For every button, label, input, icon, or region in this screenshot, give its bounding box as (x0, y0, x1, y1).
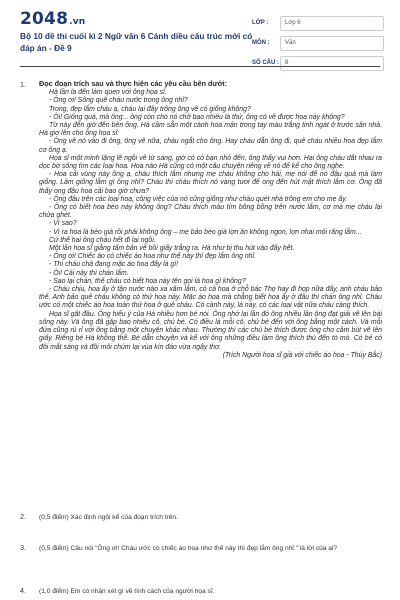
passage-paragraph: - Hoa cải vùng này ông ạ, cháu thích lắm nhưng mẹ cháu không cho hái, mẹ nói để nó đậu quả mà làm giống. Làm giống lắm gì ông nhỉ? Cháu thì cháu thích nó vàng tươi để ong đến hút mật thích lắm cơ. Ông đã thấy ong đậu hoa cải bao giờ chưa? (39, 171, 382, 195)
question-1-content (39, 80, 382, 360)
passage-paragraph: Họa sĩ một mình lặng lẽ ngồi vẽ từ sáng, giờ có có bạn nhỏ đến, ông thấy vui hơn. Hai ông cháu dắt nhau ra dọc bờ sông tìm các loại hoa. Hoa nào Hà cũng có một câu chuyện riêng về nó để kể cho ông nghe. (39, 154, 382, 171)
passage-paragraph: - Vì sao? (49, 220, 77, 228)
question-3 (20, 543, 382, 554)
question-2-text: (0,5 điểm) Xác định ngôi kể của đoạn trích trên. (39, 514, 178, 521)
meta-label-subject: MÔN : (252, 40, 270, 46)
meta-value-subject: Văn (280, 36, 384, 51)
question-4-text: (1,0 điểm) Em có nhận xét gì về tính cách của người họa sĩ. (39, 588, 215, 595)
logo-main: 2048 (20, 9, 69, 29)
passage-paragraph: Từ này đến giờ đến bên ông. Hà cầm sẵn một cành hoa mận trong tay màu trắng tinh ngát ở trước sân nhà. Hà giơ lên cho ông họa sĩ: (39, 122, 382, 138)
question-2 (20, 512, 382, 523)
passage-paragraph: - Cháu chịu, hoa ấy ở tận nước nào xa xăm lắm, có cả hoa ở chỗ bác Thọ hay đi họp nữa đấy, anh cháu bảo thế. Anh bảo quê cháu không có thứ hoa này. Mặc áo hoa mà chẳng biết hoa ấy ở đâu thì chán ông nhỉ. Cháu ước có một chiếc áo hoa toàn thứ hoa ở quê cháu. Có cành này, lá này, có các loại vật nữa cháu càng thích. (39, 286, 382, 310)
passage-paragraph: - Ông đậu trên các loại hoa, công việc của nó cũng giống như cháu quét nhà trông em cho mẹ ấy. (49, 195, 348, 203)
passage-paragraph: Cứ thế hai ông cháu hết đi lại ngồi. (49, 236, 156, 244)
question-number: 4. (20, 586, 26, 595)
reading-passage (39, 89, 382, 352)
passage-paragraph: - Thì cháu chả đang mặc áo hoa đấy là gì! (49, 261, 179, 269)
question-number: 1. (20, 80, 26, 89)
page-title: Bộ 10 đề thi cuối kì 2 Ngữ văn 6 Cánh diều cấu trúc mới có đáp án - Đề 9 (20, 31, 253, 53)
logo-suffix: .vn (69, 17, 86, 27)
meta-row-class (252, 14, 384, 32)
passage-paragraph: - Ông ơi! Sông quê cháu nước trong ông nhỉ? (49, 97, 188, 105)
question-number: 3. (20, 543, 26, 552)
site-logo[interactable] (20, 9, 85, 29)
meta-value-count: 8 (280, 56, 384, 71)
passage-paragraph: - Ôi! Giống quá, mà ông... ông còn cho nó chở bao nhiêu là thứ, ông có vẽ được hoa này không? (49, 113, 345, 121)
meta-row-subject (252, 34, 384, 52)
passage-paragraph: Trong, đẹp lắm cháu ạ, cháu lại đây trông ông vẽ có giống không? (49, 105, 251, 113)
question-4 (20, 586, 382, 597)
header-divider (20, 66, 380, 67)
passage-paragraph: Một lần họa sĩ giằng tấm bản vẽ bồi giấy trắng ra. Hà như bị thu hút vào đấy hết. (49, 245, 295, 253)
passage-paragraph: - Ông có biết hoa bèo này không ông? Cháu thích màu tím bông bồng trên nước lắm, cơ mà mẹ cháu lại chửa ghét. (39, 204, 382, 220)
meta-label-class: LỚP : (252, 20, 269, 26)
meta-value-class: Lớp 6 (280, 16, 384, 31)
question-1-heading: Đọc đoạn trích sau và thực hiện các yêu cầu bên dưới: (39, 79, 228, 88)
passage-paragraph: - Vì ra hoa là bèo già rồi phải không ông – mẹ bảo bèo già lợn ăn không ngon, lợn nhai mỏi răng lắm... (49, 228, 362, 236)
question-number: 2. (20, 512, 26, 521)
passage-source: (Trích Người họa sĩ già với chiếc áo hoa - Thúy Bắc) (222, 351, 382, 359)
passage-paragraph: - Ông ơi! Chiếc áo có chiếc áo hoa như thế này thì đẹp lắm ông nhỉ. (49, 253, 256, 261)
passage-paragraph: - Ông vẽ nó vào đi ông, ông vẽ nữa, cháu ngắt cho ông. Hay cháu dẫn ông đi, quê cháu nhiều hoa đẹp lắm cơ ông ạ. (39, 138, 382, 154)
passage-paragraph: - Ôi! Cái này thì chán lắm. (49, 269, 129, 277)
question-3-text: (0,5 điểm) Câu nói "Ông ơi! Cháu ước có chiếc áo hoa như thế này thì đẹp lắm ông nhỉ." là lời của ai? (39, 545, 338, 552)
passage-paragraph: Họa sĩ gật đầu. Ông hiểu ý của Hà nhiều hơn bé nói. Ông nhớ lại lần đó ông nhiều lần ông đạt giải vẽ lên bài sông này. Và ông đã gặp bao nhiêu cô, chú bé. Có điều là mỗi cô, chú bé đến với ông bằng một cách. Và mỗi đứa cũng rủ rỉ với ông bằng một chuyện khác nhau. Thường thì các chú bé thích được ông cho cầm bút vẽ lên giấy. Riêng bé Hà không thế. Bé dẫn chuyện và kể với ông những điều làm ông thích thú đến tò mò. Có bé có đôi mắt sáng và đôi môi chúm lại vùa kín đáo vừa ngây thơ. (39, 310, 382, 351)
meta-label-count: SỐ CÂU : (252, 60, 279, 66)
passage-paragraph: Hà lần la đến làm quen với ông họa sĩ. (49, 89, 167, 97)
meta-row-count (252, 54, 384, 72)
question-1 (20, 80, 382, 360)
passage-paragraph: - Sao lại chán, thế cháu có biết hoa này tên gọi là hoa gì không? (49, 277, 246, 285)
exam-meta (252, 14, 384, 74)
